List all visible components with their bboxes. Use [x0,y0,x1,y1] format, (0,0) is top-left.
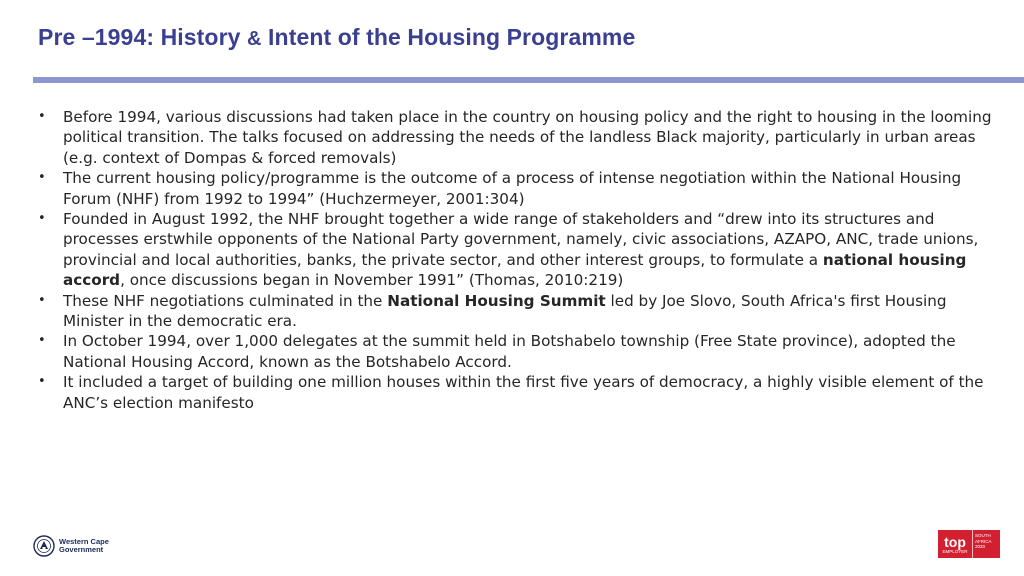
top-sub: EMPLOYER [942,548,968,554]
logo-line-2: Government [59,545,104,554]
title-part1: Pre –1994: History [38,24,248,50]
bullet-text: led by Joe Slovo, South Africa's first Housing Minister in the democratic era. [63,291,947,331]
bullet-dot: • [38,292,46,308]
bullet-emphasis: National Housing Summit [387,291,606,310]
bullet-item-6 [38,372,998,413]
bullet-text: It included a target of building one million houses within the first five years of democracy, a highly visible element of the ANC’s election manifesto [63,373,984,412]
bullet-text: In October 1994, over 1,000 delegates at the summit held in Botshabelo township (Free State province), adopted the National Housing Accord, known as the Botshabelo Accord. [63,332,956,371]
bullet-dot: • [38,333,46,349]
logo-text [59,538,109,554]
bullet-text: The current housing policy/programme is the outcome of a process of intense negotiation within the National Housing Forum (NHF) from 1992 to 1994” (Huchzermeyer, 2001:304) [63,169,962,208]
bullet-item-5 [38,331,998,372]
crest-icon [33,535,55,557]
logo-line-1: Western Cape [59,537,109,546]
bullet-text: Before 1994, various discussions had taken place in the country on housing policy and the right to housing in the looming political transition. The talks focused on addressing the needs of the landless Black majority, particularly in urban areas (e.g. context of Dompas & forced removals) [63,108,992,167]
region-year: 2020 [975,544,986,549]
bullet-item-1 [38,107,998,168]
region-line-2: AFRICA [975,538,992,544]
bullet-dot: • [38,170,46,186]
bullet-text: Founded in August 1992, the NHF brought together a wide range of stakeholders and “drew into its structures and processes erstwhile opponents of the National Party government, namely, civic associations, AZAPO, ANC, trade unions, provincial and local authorities, banks, the private sector, and other interest groups, to formulate a [63,210,979,269]
bullet-item-3 [38,209,998,291]
bullet-item-2 [38,168,998,209]
western-cape-government-logo [33,533,109,559]
region-line-1: SOUTH [975,533,991,538]
bullet-emphasis: national housing accord [63,250,967,290]
bullet-list [38,107,998,413]
top-employer-region [972,530,1000,558]
title-ampersand: & [247,28,262,50]
bullet-item-4 [38,291,998,332]
top-employer-mark [938,530,972,558]
bullet-text: , once discussions began in November 1991” (Thomas, 2010:219) [120,271,624,290]
top-employer-badge [938,530,1000,558]
top-word: top [944,533,966,550]
page-title [38,24,635,51]
bullet-text: These NHF negotiations culminated in the [63,291,388,310]
bullet-dot: • [38,109,46,124]
bullet-dot: • [38,211,46,227]
title-divider [33,77,1024,83]
bullet-dot: • [38,374,46,390]
title-part2: Intent of the Housing Programme [261,24,636,50]
